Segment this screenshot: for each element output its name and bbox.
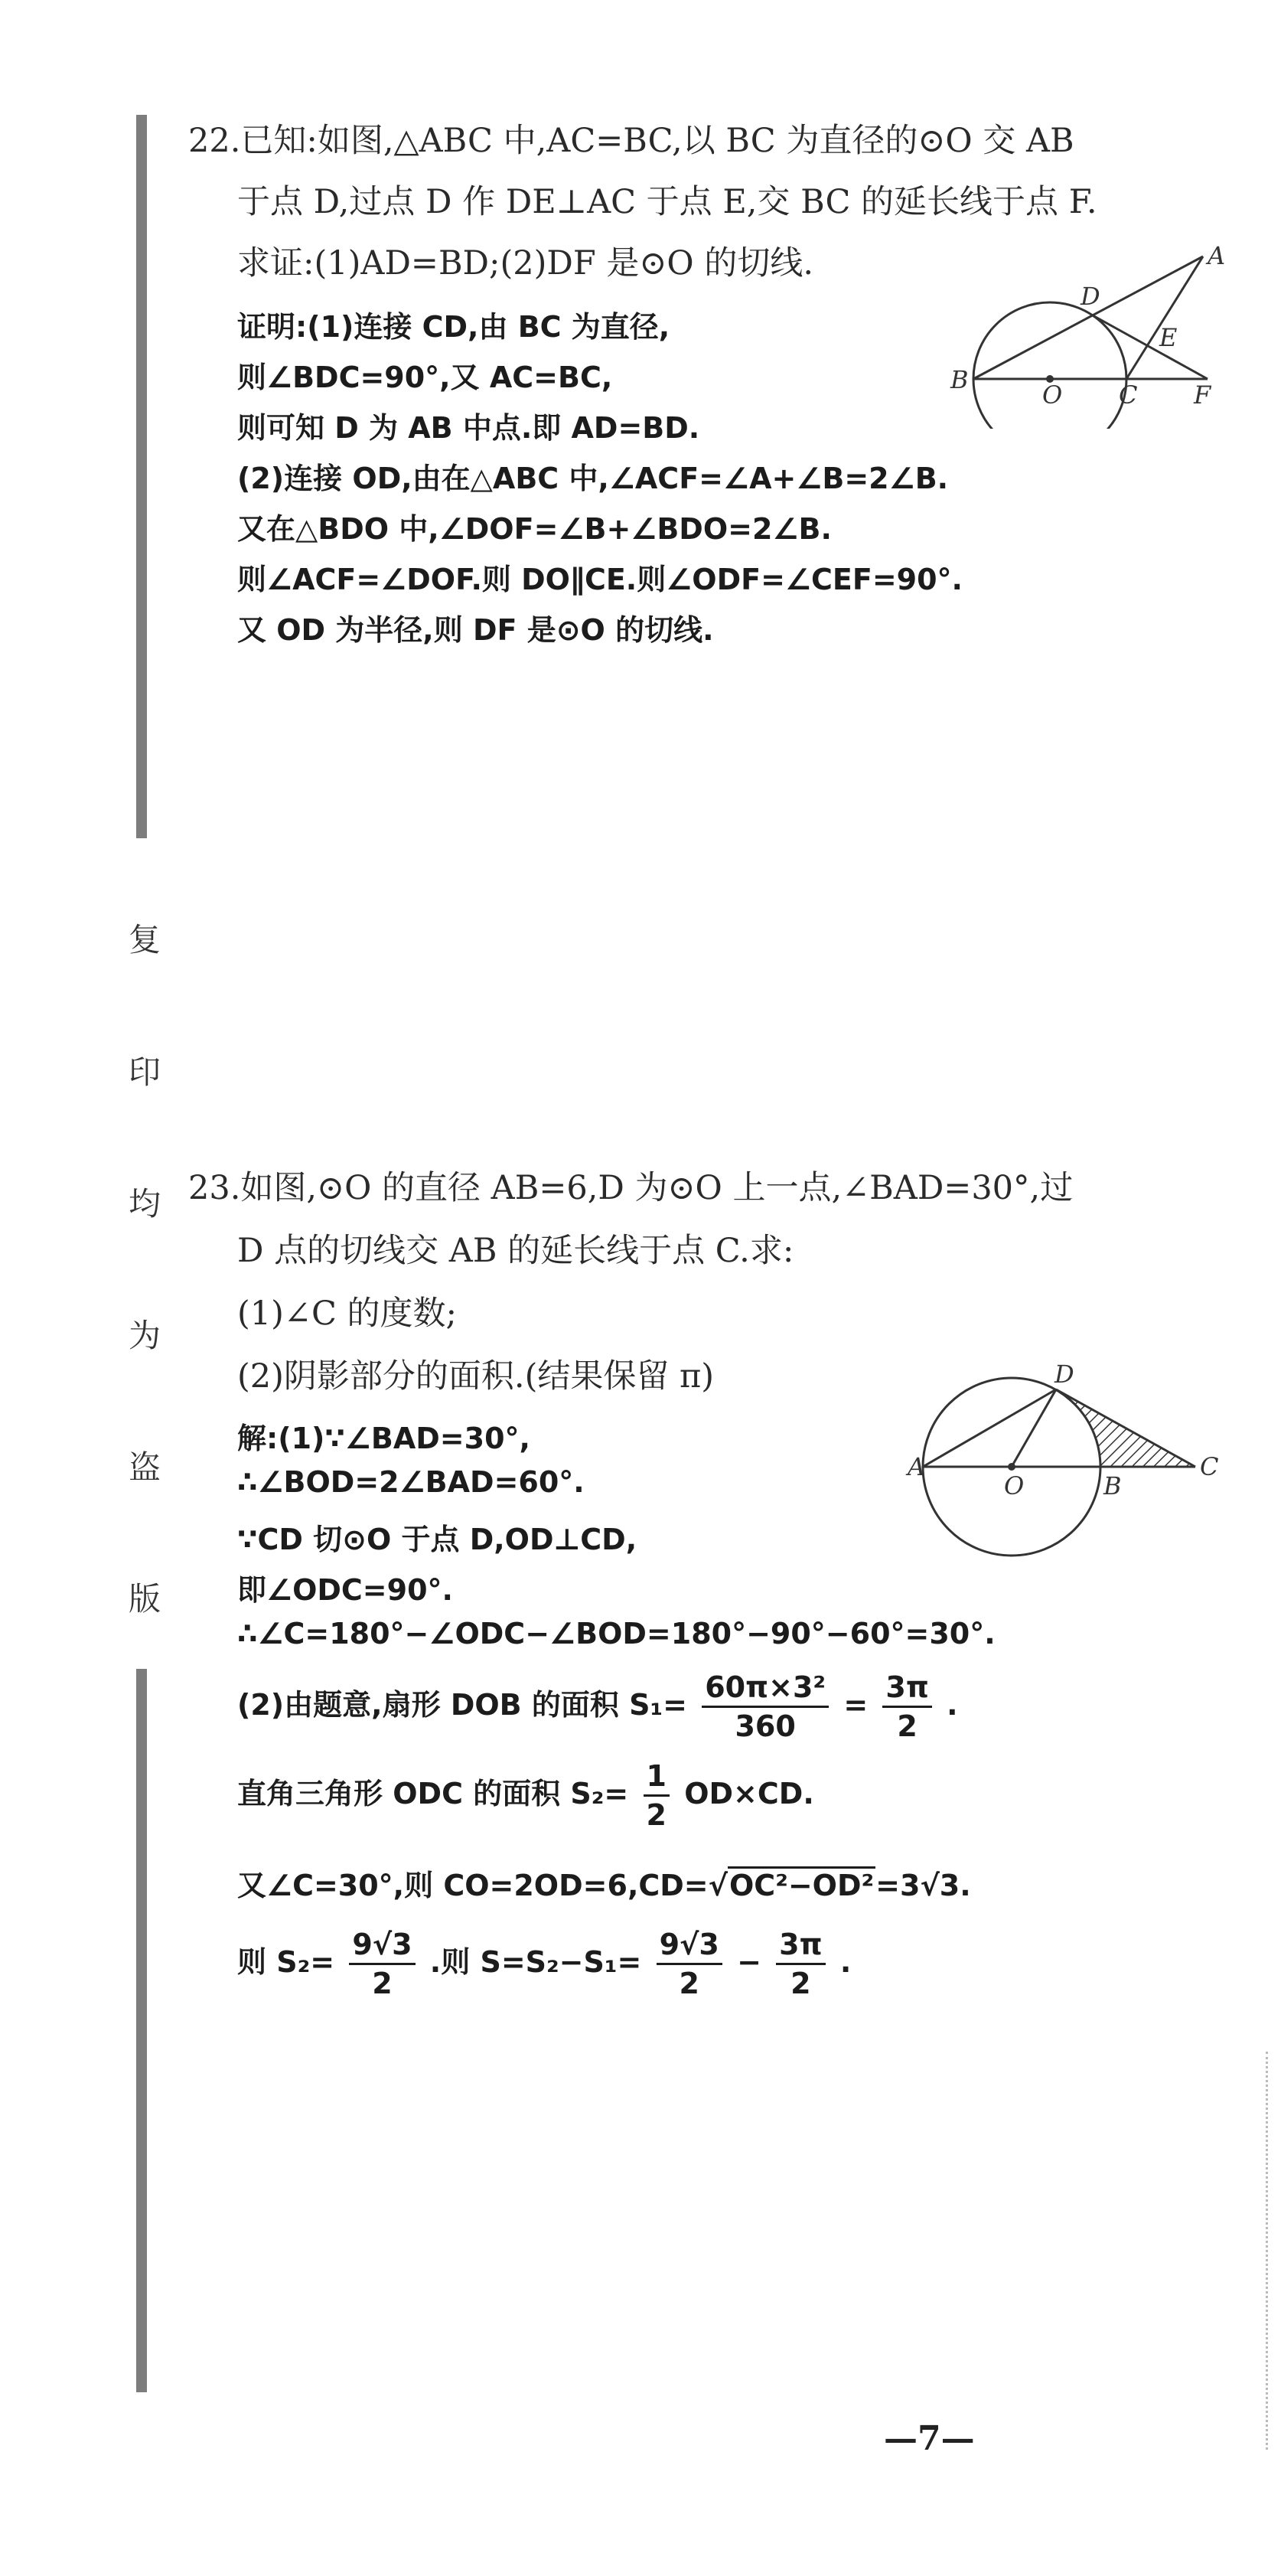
fraction-numerator: 3π [776,1928,826,1965]
sol2-text: . [839,1945,852,1979]
sidebar-char: 版 [128,1580,161,1618]
q22-label-f: F [1194,380,1211,410]
q23-line-3: (1)∠C 的度数; [237,1295,457,1333]
q23-sol2-line-4 [237,1928,851,2000]
sol2-text: 直角三角形 ODC 的面积 S₂= [237,1777,629,1810]
fraction-denominator: 2 [790,1967,811,2000]
q22-label-d: D [1081,282,1100,311]
q23-line-ad [923,1389,1056,1467]
q23-solution-line: ∴∠BOD=2∠BAD=60°. [237,1465,585,1499]
margin-bar-top [136,115,147,838]
q22-solution-line: 又 OD 为半径,则 DF 是⊙O 的切线. [237,613,714,647]
q22-line-1: 22.已知:如图,△ABC 中,AC=BC,以 BC 为直径的⊙O 交 AB [188,122,1074,160]
q23-solution-line: ∴∠C=180°−∠ODC−∠BOD=180°−90°−60°=30°. [237,1617,996,1650]
q23-figure [903,1355,1232,1569]
radicand: OC²−OD² [728,1866,875,1902]
sol2-text: =3√3. [875,1869,971,1902]
edge-dashed-line [1266,2052,1270,2450]
q23-label-d: D [1054,1360,1074,1389]
fraction [644,1759,670,1832]
q22-line-ab [973,256,1203,379]
q23-label-o: O [1004,1471,1025,1500]
fraction-denominator: 2 [897,1709,918,1743]
q22-solution-line: 则可知 D 为 AB 中点.即 AD=BD. [237,411,700,445]
q23-sol2-line-2 [237,1759,814,1832]
q22-figure [941,230,1247,429]
sol2-text: − [737,1945,761,1979]
sol2-text: . [947,1688,958,1722]
q23-label-c: C [1200,1452,1219,1481]
fraction [882,1670,932,1743]
sidebar-char: 均 [128,1185,161,1223]
fraction [349,1928,415,2000]
fraction-numerator: 60π×3² [702,1670,829,1708]
q22-label-c: C [1119,380,1138,410]
q22-solution-line: 则∠BDC=90°,又 AC=BC, [237,361,613,394]
q23-solution-line: 即∠ODC=90°. [237,1573,453,1607]
fraction-numerator: 9√3 [349,1928,415,1965]
q23-sol2-line-3 [237,1862,971,1904]
q23-line-1: 23.如图,⊙O 的直径 AB=6,D 为⊙O 上一点,∠BAD=30°,过 [188,1169,1074,1207]
fraction-denominator: 2 [679,1967,699,2000]
q22-solution-line: 则∠ACF=∠DOF.则 DO∥CE.则∠ODF=∠CEF=90°. [237,563,963,596]
sol2-text: 则 S₂= [237,1945,335,1979]
q22-line-df [1093,315,1208,379]
page-number: —7— [884,2419,975,2458]
fraction-numerator: 9√3 [657,1928,722,1965]
q22-label-b: B [950,365,969,394]
q22-solution-line: (2)连接 OD,由在△ABC 中,∠ACF=∠A+∠B=2∠B. [237,462,949,495]
fraction-denominator: 360 [735,1709,796,1743]
q22-line-3: 求证:(1)AD=BD;(2)DF 是⊙O 的切线. [237,244,814,282]
q23-solution-line: 解:(1)∵∠BAD=30°, [237,1422,530,1455]
sol2-text: 又∠C=30°,则 CO=2OD=6,CD=√ [237,1869,728,1902]
sidebar-char: 印 [128,1053,161,1091]
fraction-numerator: 3π [882,1670,932,1708]
q22-label-a: A [1208,241,1226,270]
fraction [702,1670,829,1743]
q23-label-a: A [908,1452,926,1481]
sol2-text: = [843,1688,869,1722]
q23-line-4: (2)阴影部分的面积.(结果保留 π) [237,1357,715,1396]
q22-solution-line: 证明:(1)连接 CD,由 BC 为直径, [237,310,670,344]
fraction-denominator: 2 [372,1967,393,2000]
q23-solution-line: ∵CD 切⊙O 于点 D,OD⊥CD, [237,1523,637,1556]
fraction [776,1928,826,2000]
sidebar-char: 为 [128,1317,161,1354]
fraction-numerator: 1 [644,1759,670,1797]
q23-label-b: B [1103,1471,1122,1500]
sidebar-char: 盗 [128,1448,161,1486]
q22-solution-line: 又在△BDO 中,∠DOF=∠B+∠BDO=2∠B. [237,512,832,546]
q22-label-e: E [1159,323,1178,352]
q23-center-dot [1008,1463,1015,1471]
q22-line-2: 于点 D,过点 D 作 DE⊥AC 于点 E,交 BC 的延长线于点 F. [237,183,1097,221]
fraction [657,1928,722,2000]
q23-sol2-line-1 [237,1670,958,1743]
q23-line-2: D 点的切线交 AB 的延长线于点 C.求: [237,1232,794,1270]
q22-line-ac [1126,256,1203,379]
sol2-text: .则 S=S₂−S₁= [429,1945,642,1979]
margin-bar-bottom [136,1669,147,2392]
sol2-text: (2)由题意,扇形 DOB 的面积 S₁= [237,1688,687,1722]
q22-label-o: O [1042,380,1063,410]
sol2-text: OD×CD. [684,1777,814,1810]
fraction-denominator: 2 [646,1798,667,1832]
sidebar-char: 复 [128,921,161,958]
